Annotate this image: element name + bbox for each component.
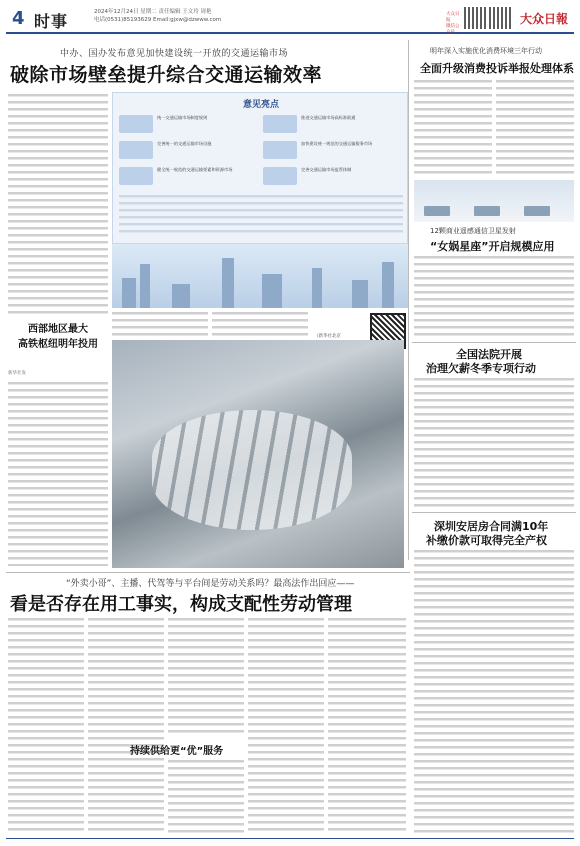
right-headline-2: “女娲星座”开启规模应用 — [430, 240, 555, 253]
photo-headline — [8, 320, 108, 368]
right-headline-4-line2: 补缴价款可取得完全产权 — [426, 534, 547, 547]
highlight-6-icon — [263, 167, 297, 185]
lead-body-col1 — [8, 92, 108, 318]
highlight-2: 完善统一的交通运输市场设施 — [157, 141, 212, 146]
railway-station-photo — [112, 340, 404, 568]
second-body-col3b — [168, 758, 244, 834]
second-subtitle: “外卖小哥”、主播、代驾等与平台间是劳动关系吗？最高法作出回应—— — [66, 579, 355, 589]
right-headline-1: 全面升级消费投诉举报处理体系 — [420, 62, 574, 75]
wechat-qr-icon — [464, 7, 486, 29]
highlight-5: 加快建设统一规范的交通运输服务市场 — [301, 141, 373, 146]
right-headline-4-line1: 深圳安居房合同满10年 — [434, 520, 549, 533]
highlight-1: 统一交通运输市场制度规则 — [157, 115, 208, 120]
right-body-4 — [414, 548, 574, 834]
highlight-4: 推进交通运输市场高标准联通 — [301, 115, 356, 120]
second-headline: 看是否存在用工事实，构成支配性劳动管理 — [10, 594, 352, 615]
highlight-4-icon — [263, 115, 297, 133]
right-headline-3-line1: 全国法院开展 — [456, 348, 522, 361]
lead-body-col2 — [112, 310, 208, 338]
highlight-3: 健全统一规范的交通运输要素和资源市场 — [157, 167, 233, 172]
page-number: 4 — [12, 8, 25, 29]
page-header — [6, 6, 574, 34]
station-roofs — [152, 410, 352, 530]
second-box-title: 持续供给更“优”服务 — [130, 746, 224, 757]
highlights-title: 意见亮点 — [242, 100, 279, 110]
newspaper-logo: 大众日報 — [520, 12, 569, 26]
wechat-qr-label: 大众日报 微信公众号 — [446, 12, 460, 35]
highlight-6: 完善交通运输市场监管体制 — [301, 167, 352, 172]
photo-caption-body — [8, 380, 108, 566]
satellite-illustration — [414, 180, 574, 222]
right-body-3 — [414, 376, 574, 508]
photo-byline: 新华社发 — [8, 371, 26, 376]
highlight-5-icon — [263, 141, 297, 159]
lead-headline: 破除市场壁垒提升综合交通运输效率 — [10, 64, 323, 86]
section-name: 时事 — [34, 12, 69, 31]
second-body-col4 — [248, 616, 324, 834]
highlights-body — [119, 193, 403, 237]
second-body-col2 — [88, 616, 164, 834]
city-illustration — [112, 244, 408, 308]
second-body-col5 — [328, 616, 406, 834]
highlight-2-icon — [119, 141, 153, 159]
app-qr-icon — [489, 7, 511, 29]
lead-subtitle: 中办、国办发布意见加快建设统一开放的交通运输市场 — [60, 49, 289, 59]
right-kicker-1: 明年深入实施优化消费环境三年行动 — [430, 47, 542, 55]
photo-headline-line2: 高铁枢纽明年投用 — [18, 339, 98, 350]
right-body-1a — [414, 78, 492, 178]
right-body-1b — [496, 78, 574, 178]
right-body-2 — [414, 254, 574, 340]
highlights-box — [112, 92, 408, 244]
lead-body-col3 — [212, 310, 308, 338]
lead-source: （新华社北京 — [314, 334, 341, 339]
page-meta: 2024年12月24日 星期二 责任编辑 王文玲 周艳 电话(0531)85193629 Email:gjxw@dzwww.com — [94, 9, 222, 23]
right-kicker-2: 12颗商业遥感通信卫星发射 — [430, 227, 516, 235]
highlight-3-icon — [119, 167, 153, 185]
right-headline-3-line2: 治理欠薪冬季专项行动 — [426, 362, 536, 375]
photo-headline-line1: 西部地区最大 — [28, 324, 88, 335]
second-body-col3 — [168, 616, 244, 736]
page-footer-rule — [6, 838, 574, 839]
second-body-col1 — [8, 616, 84, 834]
column-divider — [408, 40, 409, 560]
highlight-1-icon — [119, 115, 153, 133]
